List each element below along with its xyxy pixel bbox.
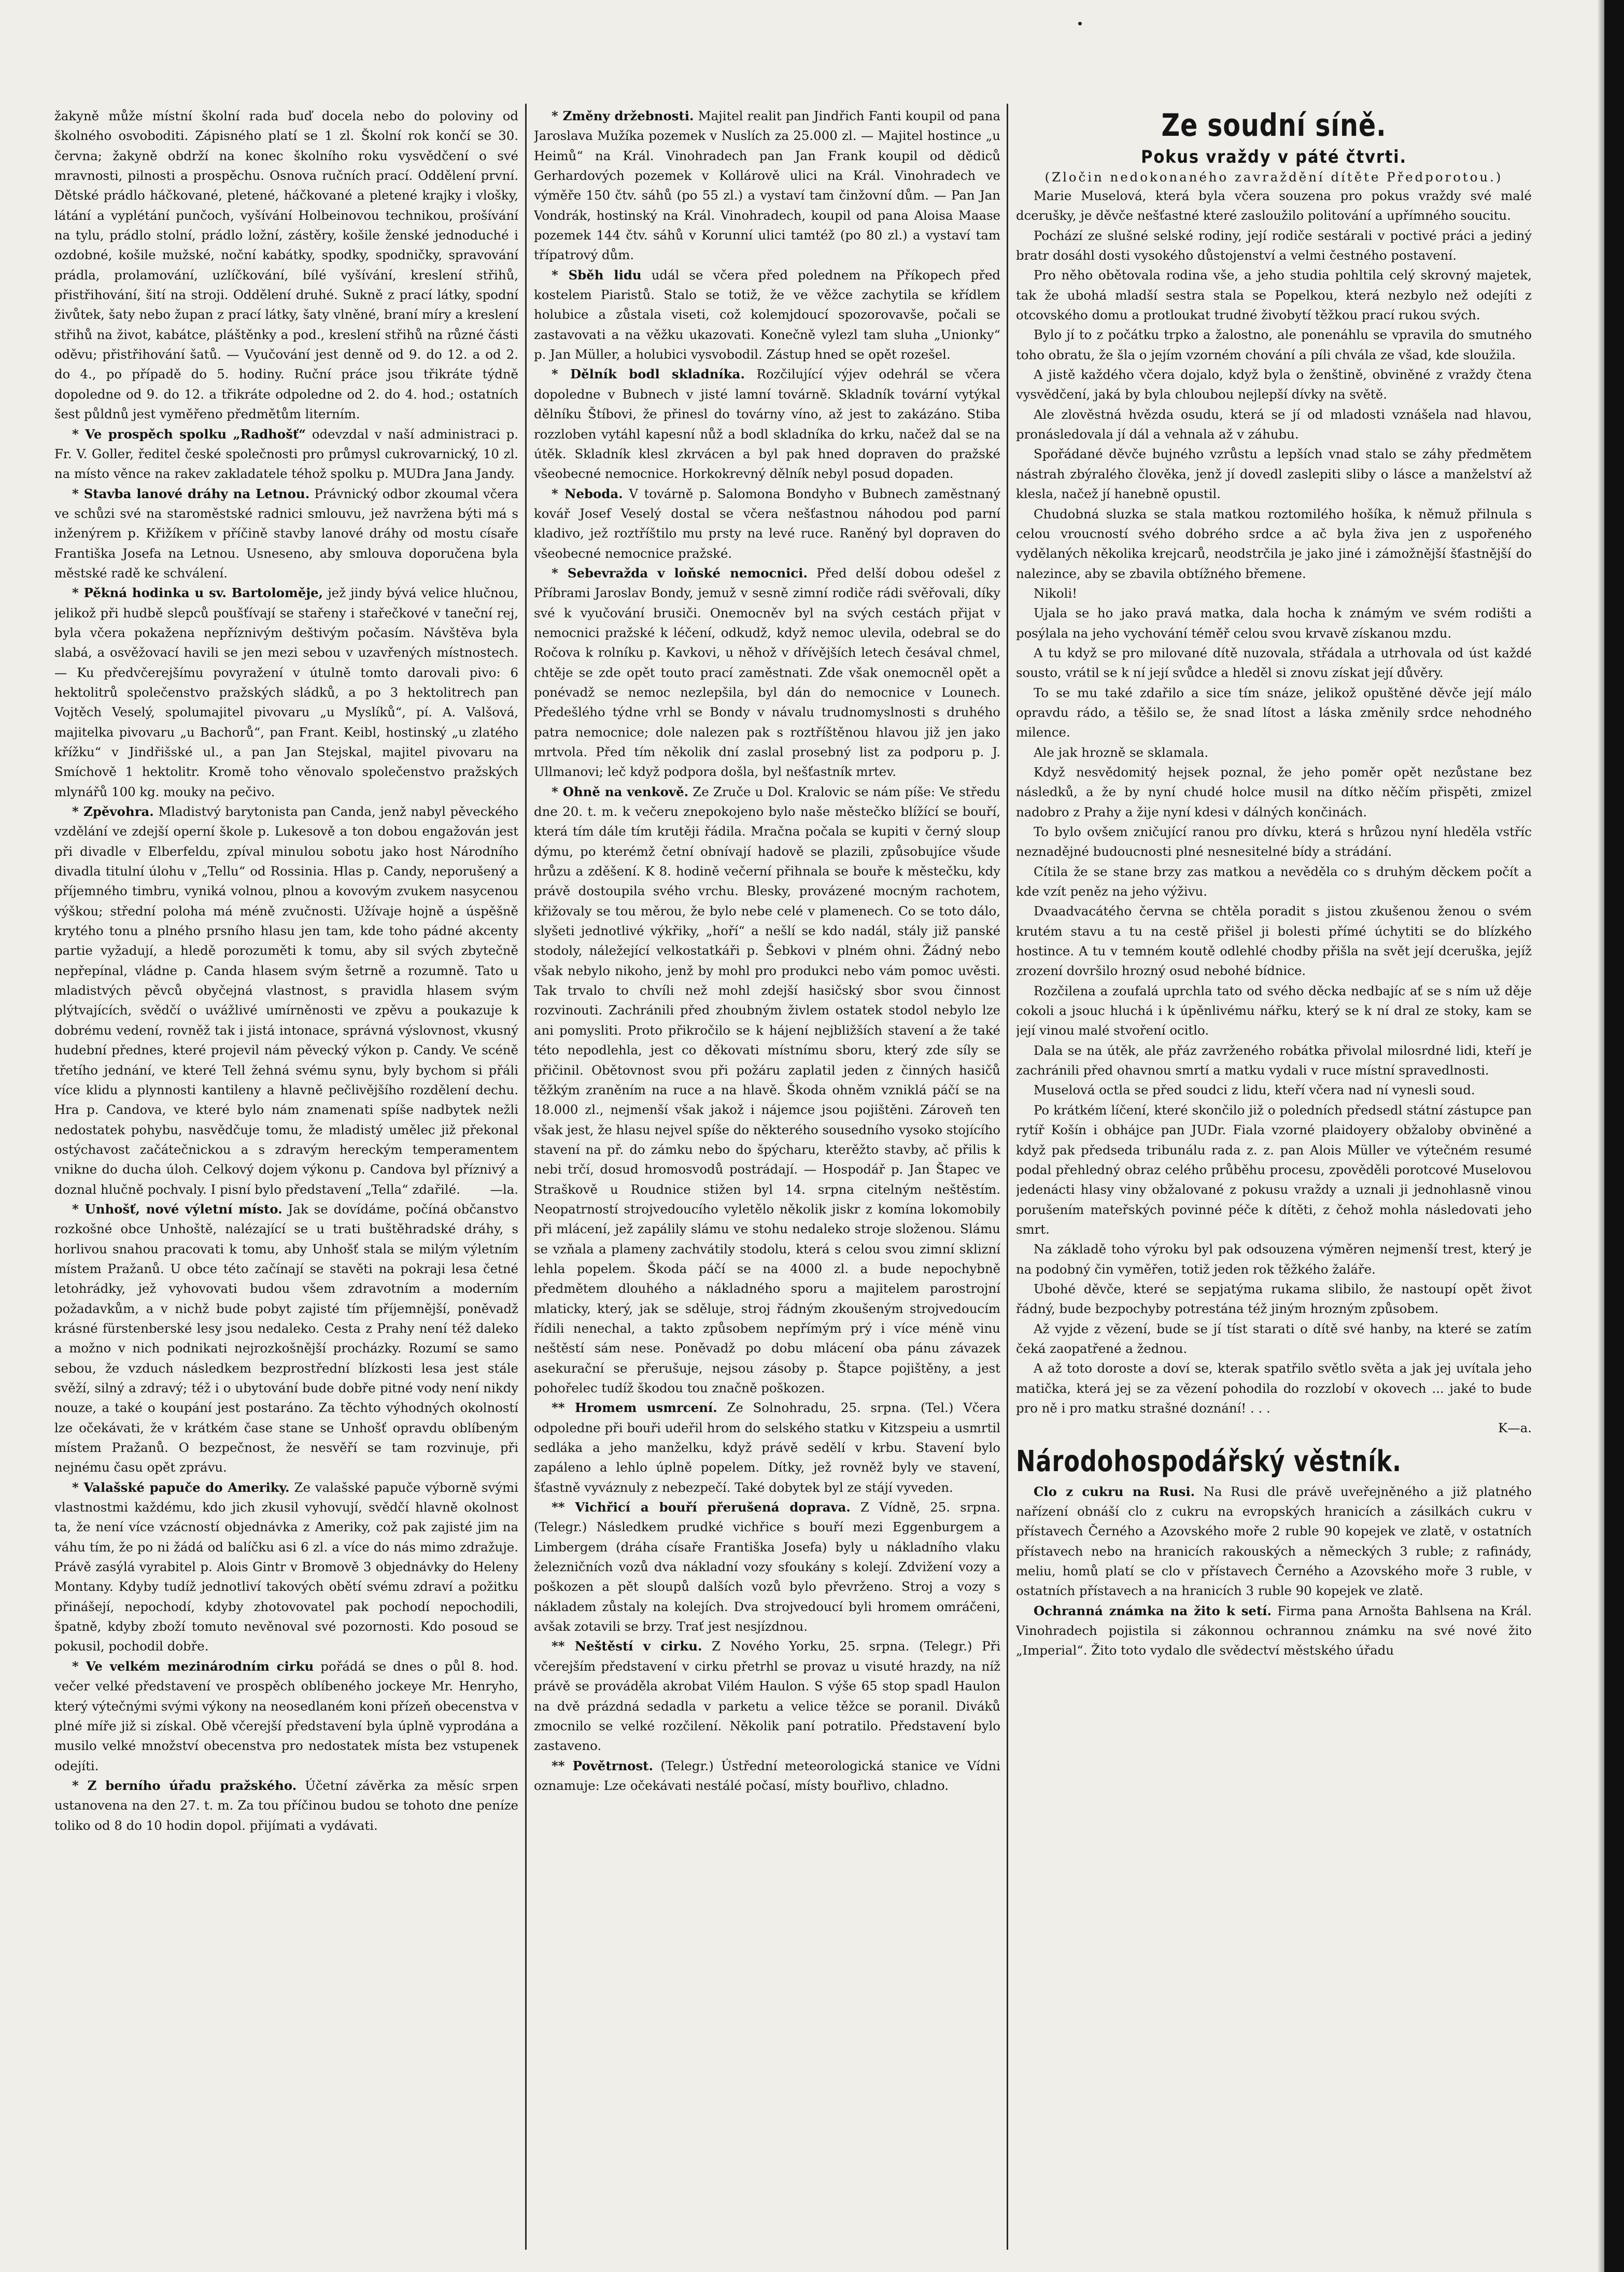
section-title-economy: Národohospodářský věstník.	[1016, 1444, 1402, 1478]
news-item-headline: * Sběh lidu	[552, 267, 642, 283]
news-item	[534, 265, 1000, 365]
article-paragraph: Spořádané děvče bujného vzrůstu a lepších vnad stalo se záhy předmětem nástrah zbýralého člověka, jenž jí dovedl zaslepiti sliby o lásce a manželství až klesla, načež jí hanebně opustil.	[1016, 446, 1532, 502]
binding-edge	[1604, 0, 1624, 2272]
news-item-headline: ** Hromem usmrcení.	[552, 1400, 717, 1416]
article-paragraph: Na základě toho výroku byl pak odsouzena výměren nejmenší trest, který je na podobný čin vyměřen, totiž jeden rok těžkého žaláře.	[1016, 1241, 1532, 1277]
article-paragraph: Když nesvědomitý hejsek poznal, že jeho poměr opět nezůstane bez následků, a že by nyní chudé holce musil na dítko něčím přispěti, zmizel nadobro z Prahy a žije nyní kdesi v dálných končinách.	[1016, 764, 1532, 820]
article-paragraph: To bylo ovšem zničující ranou pro dívku, která s hrůzou nyní hleděla vstříc neznadějné budoucnosti plné nesnesitelné bídy a strádání.	[1016, 824, 1532, 859]
news-item	[54, 1657, 518, 1776]
news-item	[54, 1478, 518, 1657]
section-title-court: Ze soudní síně.	[1161, 107, 1387, 144]
news-item-headline: Ochranná známka na žito k setí.	[1034, 1603, 1272, 1618]
news-item-headline: * Ve velkém mezinárodním cirku	[72, 1658, 314, 1674]
article-paragraph: Pochází ze slušné selské rodiny, její rodiče sestárali v poctivé práci a jediný bratr dosáhl dosti vysokého důstojenství a velmi čestného postavení.	[1016, 228, 1532, 263]
article-paragraph: A jistě každého včera dojalo, když byla o ženštině, obviněné z vraždy čtena vysvědčení, jaká by byla chloubou nejlepší dívky na světě.	[1016, 367, 1532, 402]
article-paragraph: Ubohé děvče, které se sepjatýma rukama slibilo, že nastoupí opět život řádný, bude bezpochyby potrestána též jiným hrozným způsobem.	[1016, 1281, 1532, 1317]
article-subtitle: (Zločin nedokonaného zavraždění dítěte Předporotou.)	[1044, 170, 1503, 185]
page-speck	[1078, 22, 1082, 25]
news-item-text: Ze Zruče u Dol. Kralovic se nám píše: Ve středu dne 20. t. m. k večeru znepokojeno bylo naše městečko blížící se bouří, která tím dále tím krutěji řádila. Mračna počala se kupiti v černý sloup dýmu, po kterémž četní obnívají hadově se plazili, způsobujíce všude hrůzu a zděšení. K 8. hodině večerní přihnala se bouře k městečku, kdy právě dostoupila svého vrchu. Blesky, provázené mocným rachotem, křižovaly se tou měrou, že bylo nebe celé v plamenech. Co se toto dálo, slyšeti jednotlivé výkřiky, „hoří“ a nešlí se kdo nadál, stály již panské stodoly, náležející velkostatkáři p. Šebkovi v plném ohni. Žádný nebo však nebylo nikoho, jenž by mohl pro produkci nebo vám pomoc uvěsti. Tak trvalo to chvíli než mohl zdejší hasičský sbor svou činnost rozvinouti. Zachránili před zhoubným živlem ostatek stodol nebylo lze ani pomysliti. Proto přikročilo se k hájení nejbližších stavení a že také této nepodlehla, jest co děkovati místnímu sboru, který zde síly se přičinil. Obětovnost svou při požáru zaplatil jeden z činných hasičů těžkým zraněním na ruce a na hlavě. Škoda ohněm vzniklá páčí se na 18.000 zl., nejmenší však jakož i nájemce jsou pojištěni. Zároveň ten však jest, že hlasu nejvel spíše do některého sousedního vysoko stojícího stavení na př. do zámku nebo do špýcharu, kterěžto stavby, ač přilis k nebi trčí, dosud hromosvodů postrádají. — Hospodář p. Jan Štapec ve Straškově u Roudnice stižen byl 14. srpna citelným neštěstím. Neopatrností strojvedoucího vyletělo několik jiskr z komína lokomobily při mlácení, jež zapálily slámu ve stohu nedaleko stroje složenou. Slámu se vzňala a plameny zachvátily stodolu, která s celou svou zimní sklizní lehla popelem. Škoda páčí se na 4000 zl. a bude nepochybně předmětem dlouhého a nákladného sporu a majitelem parostrojní mlaticky, který, jak se sděluje, stroj řádným zkoušeným strojvedoucím řídili nenechal, a takto způsobem nepřímým prý i více méně vinu neštěstí sám nese. Poněvadž po dobu mlácení oba pánu závazek asekurační se přerušuje, nejsou zásoby p. Štapce pojištěny, a jest pohořelec tudíž škodou tou značně poškozen.	[534, 784, 1000, 1395]
article-paragraph: Ale jak hrozně se sklamala.	[1034, 744, 1209, 760]
article-paragraph: Rozčilena a zoufalá uprchla tato od svého děcka nedbajíc ať se s ním už děje cokoli a jsouc hluchá i k úpěnlivému nářku, který se k ní dral ze stoky, kam se její vinou malé stvoření ocitlo.	[1016, 983, 1532, 1038]
news-item-text: V továrně p. Salomona Bondyho v Bubnech zaměstnaný kovář Josef Veselý dostal se včera nešťastnou náhodou pod parní kladivo, jež roztříštilo mu prsty na levé ruce. Raněný byl dopraven do všeobecné nemocnice pražské.	[534, 486, 1000, 561]
news-item	[534, 1398, 1000, 1498]
article-paragraph: Po krátkém líčení, které skončilo již o poledních předsedl státní zástupce pan rytíř Košín i obhájce pan JUDr. Fiala vzorné plaidoyery obžaloby obviněné a když pak předseda tribunálu rada z. z. pan Alois Müller ve výtečném resumé podal přehledný obraz celého průběhu procesu, zpověděli porotcové Muselovou jedenácti hlasy viny obžalované z pokusu vraždy a uznali ji jednohlasně vinou porušením mateřských povinné péče k dítěti, z čehož mohla následovati jeho smrt.	[1016, 1102, 1532, 1237]
news-item-headline: * Stavba lanové dráhy na Letnou.	[72, 486, 310, 501]
news-item-text: jež jindy bývá velice hlučnou, jelikož při hudbě slepců poušťívají se stařeny i stařečkové v taneční rej, byla včera pokažena nepříznivým deštivým počasím. Návštěva byla slabá, a osvěžovací havili se jen mezi sebou v uzavřených místnostech. — Ku předvčerejšímu povyražení v útulně tomto darovali pivo: 6 hektolitrů společenstvo pražských sládků, a po 3 hektolitrech pan Vojtěch Veselý, spolumajitel pivovaru „u Myslíků“, pí. A. Valšová, majitelka pivovaru „u Bachorů“, pan Frant. Keibl, hostinský „u zlatého křížku“ v Jindřišské ul., a pan Jan Stejskal, majitel pivovaru na Smíchově 1 hektolitr. Kromě toho věnovalo společenstvo pražských mlynářů 100 kg. mouky na pečivo.	[54, 585, 518, 799]
news-item-text: žakyně může místní školní rada buď docela nebo do poloviny od školného osvoboditi. Zápisného platí se 1 zl. Školní rok končí se 30. června; žakyně obdrží na konec školního roku vysvědčení o své mravnosti, pilnosti a prospěchu. Osnova ručních prací. Oddělení první. Dětské prádlo háčkované, pletené, háčkované a pletené krajky i vlošky, látání a vyplétání punčoch, vyšívání Holbeinovou technikou, prošívání na tylu, prádlo stolní, prádlo ložní, zástěry, košile ženské jednoduché i ozdobné, košile mužské, noční kabátky, spodky, spodničky, spravování prádla, prolamování, uzlíčkování, bílé vyšívání, kreslení střihů, přistřihování, šití na stroji. Oddělení druhé. Sukně z prací látky, spodní živůtek, šaty nebo župan z prací látky, šaty vlněné, braní míry a kreslení střihů na život, kabátce, pláštěnky a pod., kreslení střihů na různé části oděvu; přistřihování šatů. — Vyučování jest denně od 9. do 12. a od 2. do 4., po případě do 5. hodiny. Ruční práce jsou třikráte týdně dopoledne od 9. do 12. a třikráte odpoledne od 2. do 4. hod.; ostatních šest půldnů jest vyměřeno předmětům literním.	[54, 108, 518, 422]
column-2	[534, 106, 1000, 2257]
news-item	[534, 782, 1000, 1399]
column-1	[54, 106, 518, 2257]
news-item	[534, 1498, 1000, 1636]
news-item-text: Jak se dovídáme, počíná občanstvo rozkošné obce Unhoště, nalézající se u trati buštěhradské dráhy, s horlivou snahou pracovati k tomu, aby Unhošť stala se milým výletním místem Pražanů. U obce této začínají se stavěti na pokraji lesa četné letohrádky, jež vyhovovati budou všem zdravotním a moderním požadavkům, a v nichž bude pobyt zajisté tím příjemnější, poněvadž krásné fürstenberské lesy jsou nedaleko. Cesta z Prahy není též daleko a možno v nich podnikati nejrozkošnější procházky. Rozumí se samo sebou, že vzduch následkem bezprostřední blízkosti lesa jest stále svěží, silný a zdravý; též i o ubytování bude dobře pitné vody není nikdy nouze, a také o koupání jest postaráno. Za těchto výhodných okolností lze očekávati, že v krátkém čase stane se Unhošť opravdu oblíbeným místem Pražanů. O bezpečnost, že nesvěří se tam rozvinuje, při nejnému času opět zprávu.	[54, 1201, 518, 1475]
article-title: Pokus vraždy v páté čtvrti.	[1141, 147, 1407, 167]
news-item	[54, 484, 518, 584]
news-item	[534, 1756, 1000, 1796]
news-item-headline: * Dělník bodl skladníka.	[552, 366, 745, 382]
article-paragraph: Chudobná sluzka se stala matkou roztomilého hošíka, k němuž přilnula s celou vroucností svého dobrého srdce a ač byla živa jen z uspořeného vydělaných několika krejcarů, neodstrčila je jako jiné i zámožnější šťastnější do nalezince, aby se zbavila obtížného břemene.	[1016, 506, 1532, 581]
article-paragraph: Ale zlověstná hvězda osudu, která se jí od mladosti vznášela nad hlavou, pronásledovala jí dál a vehnala až v záhubu.	[1016, 406, 1532, 442]
economy-body	[1016, 1482, 1532, 1661]
news-item-text: Na Rusi dle právě uveřejněného a již platného nařízení obnáší clo z cukru na evropských hranicích a zásilkách cukru v přístavech Černého a Azovského moře 2 ruble 90 kopejek ve zlatě, v ostatních přístavech nebo na hranicích rakouských a německých 3 ruble; z rafinády, meliu, homů platí se clo v přístavech Černého a Azovského moře 3 ruble, v ostatních přístavech a na hranicích 3 ruble 90 kopejek ve zlatě.	[1016, 1484, 1532, 1599]
news-item-text: Majitel realit pan Jindřich Fanti koupil od pana Jaroslava Mužíka pozemek v Nuslích za 25.000 zl. — Majitel hostince „u Heimů“ na Král. Vinohradech pan Jan Frank koupil od dědiců Gerhardových pozemek v Kollárově ulici na Král. Vinohradech ve výměře 150 čtv. sáhů (po 55 zl.) a vystaví tam činžovní dům. — Pan Jan Vondrák, hostinský na Král. Vinohradech, koupil od pana Aloisa Maase pozemek 144 čtv. sáhů v Korunní ulici tamtéž (po 80 zl.) a vystaví tam třípatrový dům.	[534, 108, 1000, 263]
news-item-text: Před delší dobou odešel z Příbrami Jaroslav Bondy, jemuž v sesně zimní rodiče rádi svěřovali, díky své k vyučování brusiči. Onemocněv byl na svých cestách přijat v nemocnici pražské k léčení, odkudž, když nemoc ulevila, odebral se do Ročova k rolníku p. Kavkovi, u něhož v dřívějších letech česával chmel, chtěje se zde opět touto prací zaměstnati. Zde však onemocněl opět a ponévadž se nemoc nezlepšila, byl dán do nemocnice v Lounech. Předešlého týdne vrhl se Bondy v návalu trudnomyslnosti s druhého patra nemocnice; dole nalezen pak s roztříštěnou hlavou již jen jako mrtvola. Před tím několik dní zaslal prosebný list za podporu p. J. Ullmanovi; leč když podpora došla, byl nešťastník mrtev.	[534, 565, 1000, 780]
article-signature: K—a.	[1498, 1420, 1532, 1436]
article-paragraph: Nikoli!	[1034, 585, 1078, 601]
news-item	[54, 802, 518, 1199]
news-item	[54, 425, 518, 484]
news-item-text: udál se včera před polednem na Příkopech před kostelem Piaristů. Stalo se totiž, že ve věžce zachytila se křídlem holubice a zůstala viseti, což kolemjdoucí spozorovavše, počali se zastavovati a na věžku ukazovati. Konečně vylezl tam sluha „Unionky“ p. Jan Müller, a holubici vysvobodil. Zástup hned se opět rozešel.	[534, 267, 1000, 362]
news-item-text: (Telegr.) Ústřední meteorologická stanice ve Vídni oznamuje: Lze očekávati nestálé počasí, místy bouřlivo, chladno.	[534, 1758, 1000, 1793]
news-item	[1016, 1601, 1532, 1661]
news-item	[54, 106, 518, 425]
news-item-text: Účetní závěrka za měsíc srpen ustanovena na den 27. t. m. Za tou příčinou budou se tohoto dne peníze toliko od 8 do 10 hodin dopol. přijímati a vydávati.	[54, 1777, 518, 1833]
news-item-headline: ** Neštěstí v cirku.	[552, 1639, 702, 1654]
news-item	[54, 1199, 518, 1478]
article-paragraph: Marie Muselová, která byla včera souzena pro pokus vraždy své malé dcerušky, je děvče nešťastné které zasloužilo politování a upřímného soucitu.	[1016, 188, 1532, 223]
article-paragraph: Muselová octla se před soudci z lidu, kteří včera nad ní vynesli soud.	[1034, 1082, 1475, 1098]
column-3	[1016, 106, 1532, 2257]
news-item-headline: * Sebevražda v loňské nemocnici.	[552, 565, 808, 581]
news-item-text: Rozčilující výjev odehrál se včera dopoledne v Bubnech v jisté lamní továrně. Skladník tovární vytýkal dělníku Štíbovi, že přinesl do továrny víno, až jest to zakázáno. Stiba rozzloben vytáhl kapesní nůž a bodl skladníka do krku, načež dal se na útěk. Skladník klesl zkrvácen a byl pak hned dopraven do pražské všeobecné nemocnice. Horkokrevný dělník nebyl posud dopaden.	[534, 366, 1000, 482]
news-item-text: Z Vídně, 25. srpna. (Telegr.) Následkem prudké vichřice s bouří mezi Eggenburgem a Limbergem (dráha císaře Františka Josefa) byly u nákladního vlaku železničních vozů dva nákladní vozy sfoukány s kolejí. Zdvižení vozy a poškozen a pět sloupů dalších vozů bylo převrženo. Stroj a vozy s nákladem zůstaly na kolejích. Dva strojvedoucí byli hromem omráčeni, avšak zotavili se brzy. Trať jest nesjízdnou.	[534, 1500, 1000, 1634]
article-paragraph: Pro něho obětovala rodina vše, a jeho studia pohltila celý skrovný majetek, tak že ubohá mladší sestra stala se Popelkou, která nezbylo než odejíti z otcovského domu a protloukat trudné živobytí těžkou prací rukou svých.	[1016, 267, 1532, 323]
binding-shadow	[1597, 0, 1604, 2272]
article-paragraph: Dala se na útěk, ale přáz zavrženého robátka přivolal milosrdné lidi, kteří je zachránili před ohavnou smrtí a matku vydali v ruce místní spravedlnosti.	[1016, 1042, 1532, 1078]
news-item-headline: ** Povětrnost.	[552, 1758, 653, 1773]
news-item	[534, 484, 1000, 563]
news-item	[534, 563, 1000, 782]
article-paragraph: A tu když se pro milované dítě nuzovala, střádala a utrhovala od úst každé sousto, vrátil se k ní její svůdce a hleděl si znovu získat její důvěry.	[1016, 645, 1532, 681]
column-divider	[525, 104, 527, 2250]
article-paragraph: Ujala se ho jako pravá matka, dala hocha k známým ve svém rodišti a posýlala na jeho vychování téměř celou svou krvavě získanou mzdu.	[1016, 605, 1532, 641]
news-item-headline: ** Vichřicí a bouří přerušená doprava.	[552, 1500, 851, 1515]
article-paragraph: A až toto doroste a doví se, kterak spatřilo světlo světa a jak jej uvítala jeho matička, která jej se za vězení pohodila do rozzlobí v okovech ... jaké to bude pro ně i pro matku strašné doznání! . . .	[1016, 1361, 1532, 1416]
article-paragraph: Cítila že se stane brzy zas matkou a nevěděla co s druhým děckem počít a kde vzít peněz na jeho výživu.	[1016, 864, 1532, 899]
article-paragraph: Dvaadvacátého června se chtěla poradit s jistou zkušenou ženou o svém krutém stavu a tu na cestě přišel ji bolesti přímé úchytiti se do blízkého hostince. A tu v temném koutě odlehlé chodby přišla na svět její dceruška, jejíž zrození dovršilo hrozný osud nebohé bídnice.	[1016, 904, 1532, 979]
news-item-headline: * Valašské papuče do Ameriky.	[72, 1479, 290, 1495]
news-item-headline: * Ohně na venkově.	[552, 784, 689, 799]
news-item-headline: * Unhošť, nové výletní místo.	[72, 1201, 283, 1217]
news-item-headline: * Změny držebnosti.	[552, 108, 694, 123]
news-item	[534, 364, 1000, 484]
article-paragraph: Až vyjde z vězení, bude se jí tíst starati o dítě své hanby, na které se zatím čeká zaopatřené a žednou.	[1016, 1321, 1532, 1356]
news-item	[534, 106, 1000, 265]
news-item-text: odevzdal v naší administraci p. Fr. V. Goller, ředitel české společnosti pro průmysl cukrovarnický, 10 zl. na místo věnce na rakev zakladatele téhož spolku p. MUDra Jana Jandy.	[54, 426, 518, 482]
news-item	[534, 1636, 1000, 1756]
news-item-signature: —la.	[490, 1181, 518, 1197]
news-item-headline: * Zpěvohra.	[72, 804, 154, 820]
news-item-headline: * Pěkná hodinka u sv. Bartoloměje,	[72, 585, 323, 601]
article-paragraph: Bylo jí to z počátku trpko a žalostno, ale ponenáhlu se vpravila do smutného toho obratu, že šla o jejím vzorném chování a píli chvála ze všad, kde sloužila.	[1016, 327, 1532, 362]
news-item	[1016, 1482, 1532, 1601]
news-item-headline: * Z berního úřadu pražského.	[72, 1777, 297, 1793]
news-item-text: Právnický odbor zkoumal včera ve schůzi své na staroměstské radnici smlouvu, jež navržena býti má s inženýrem p. Křižíkem v příčině stavby lanové dráhy od mostu císaře Františka Josefa na Letnou. Usneseno, aby smlouva doporučena byla městské radě ke schválení.	[54, 486, 518, 581]
column-divider	[1007, 104, 1008, 2250]
news-item-text: Z Nového Yorku, 25. srpna. (Telegr.) Při včerejším představení v cirku přetrhl se provaz u visuté hrazdy, na níž právě se prováděla akrobat Vilém Haulon. S výše 65 stop spadl Haulon na dvě prázdná sedadla v parketu a velice těžce se poranil. Diváků zmocnilo se velké rozčilení. Několik paní potratilo. Představení bylo zastaveno.	[534, 1639, 1000, 1754]
news-item	[54, 583, 518, 802]
news-item-headline: * Neboda.	[552, 486, 623, 501]
news-item	[54, 1776, 518, 1836]
news-item-headline: Clo z cukru na Rusi.	[1034, 1484, 1195, 1499]
news-item-text: Mladistvý barytonista pan Canda, jenž nabyl pěveckého vzdělání ve zdejší operní škole p. Lukesově a ton dobou engažován jest při divadle v Elberfeldu, zpíval minulou sobotu jako host Národního divadla titulní úlohu v „Tellu“ od Rossinia. Hlas p. Candy, neporušený a příjemného timbru, vyniká volnou, plnou a kovovým zvukem nasycenou výškou; střední poloha má méně zvučnosti. Užívaje hojně a úspěšně krytého tonu a plného prsního hlasu jen tam, kde toho pádné akcenty partie vyžadují, a hledě porozuměti k tomu, aby sil svých zbytečně nepřepínal, vládne p. Canda hlasem svým šetrně a rozumně. Tato u mladistvých pěvců obyčejná vlastnost, s pravidla hlasem svým plýtvajících, svědčí o uvážlivé umírněnosti ve zpěvu a poukazuje k dobrému vedení, rovněž tak i jistá intonace, správná výslovnost, vkusný hudební přednes, které projevil nám pěvecký výkon p. Candy. Ve scéně třetího jednání, ve které Tell žehná svému synu, byly bychom si přáli více klidu a plynnosti kantileny a hlavně pečlivějšího rozdělení dechu. Hra p. Candova, ve které bylo nám znamenati spíše nadbytek nežli nedostatek pohybu, nasvědčuje tomu, že mladistý umělec již překonal ostýchavost začátečnickou a s zdravým hereckým temperamentem vnikne do ducha úloh. Celkový dojem výkonu p. Candova byl příznivý a doznal hlučně pochvaly. I pisní bylo představení „Tella“ zdařilé.	[54, 804, 518, 1197]
article-body	[1016, 186, 1532, 1418]
news-item-text: Ze Solnohradu, 25. srpna. (Tel.) Včera odpoledne při bouři udeřil hrom do selského statku v Kitzspeiu a usmrtil sedláka a jeho manželku, když právě sedělí v krbu. Stavení bylo zapáleno a lehlo úplně popelem. Dítky, jež rovněž byly ve stavení, šťastně vyváznuly z nebezpečí. Také dobytek byl ze stájí vyveden.	[534, 1400, 1000, 1495]
news-item-headline: * Ve prospěch spolku „Radhošť“	[72, 426, 306, 442]
news-item-text: pořádá se dnes o půl 8. hod. večer velké představení ve prospěch oblíbeného jockeye Mr. Henryho, který výtečnými svými výkony na neosedlaném koni přízeň obecenstva v plné míře již si získal. Obě včerejší představení byla úplně vyprodána a musilo velké množství obecenstva pro nedostatek místa bez vstupenek odejíti.	[54, 1658, 518, 1773]
news-item-text: Ze valašské papuče výborně svými vlastnostmi každému, kdo jich zkusil vyhovují, svědčí hlavně okolnost ta, že není více vzácností objednávka z Ameriky, což pak zajisté jim na váhu tím, že po ni žádá od balíčku asi 6 zl. a více do nás mimo zdražuje. Právě zasýlá vyrabitel p. Alois Gintr v Bromově 3 objednávky do Heleny Montany. Kdyby tudíž jednotliví takových obětí svému zdraví a požitku přinášejí, nepochodí, kdyby zhotovovatel pak pochodí nepochodili, špatně, kdyby zboží tomuto nevěnoval své pozornosti. Kdo posoud se pokusil, pochodil dobře.	[54, 1479, 518, 1654]
news-item-text: Firma pana Arnošta Bahlsena na Král. Vinohradech pojistila si zákonnou ochrannou známku na své nové žito „Imperial“. Žito toto vydalo dle svědectví městského úřadu	[1016, 1603, 1532, 1658]
article-paragraph: To se mu také zdařilo a sice tím snáze, jelikož opuštěné děvče její málo opravdu rádo, a těšilo se, že snad lítost a láska změnily srdce nehodného milence.	[1016, 685, 1532, 740]
